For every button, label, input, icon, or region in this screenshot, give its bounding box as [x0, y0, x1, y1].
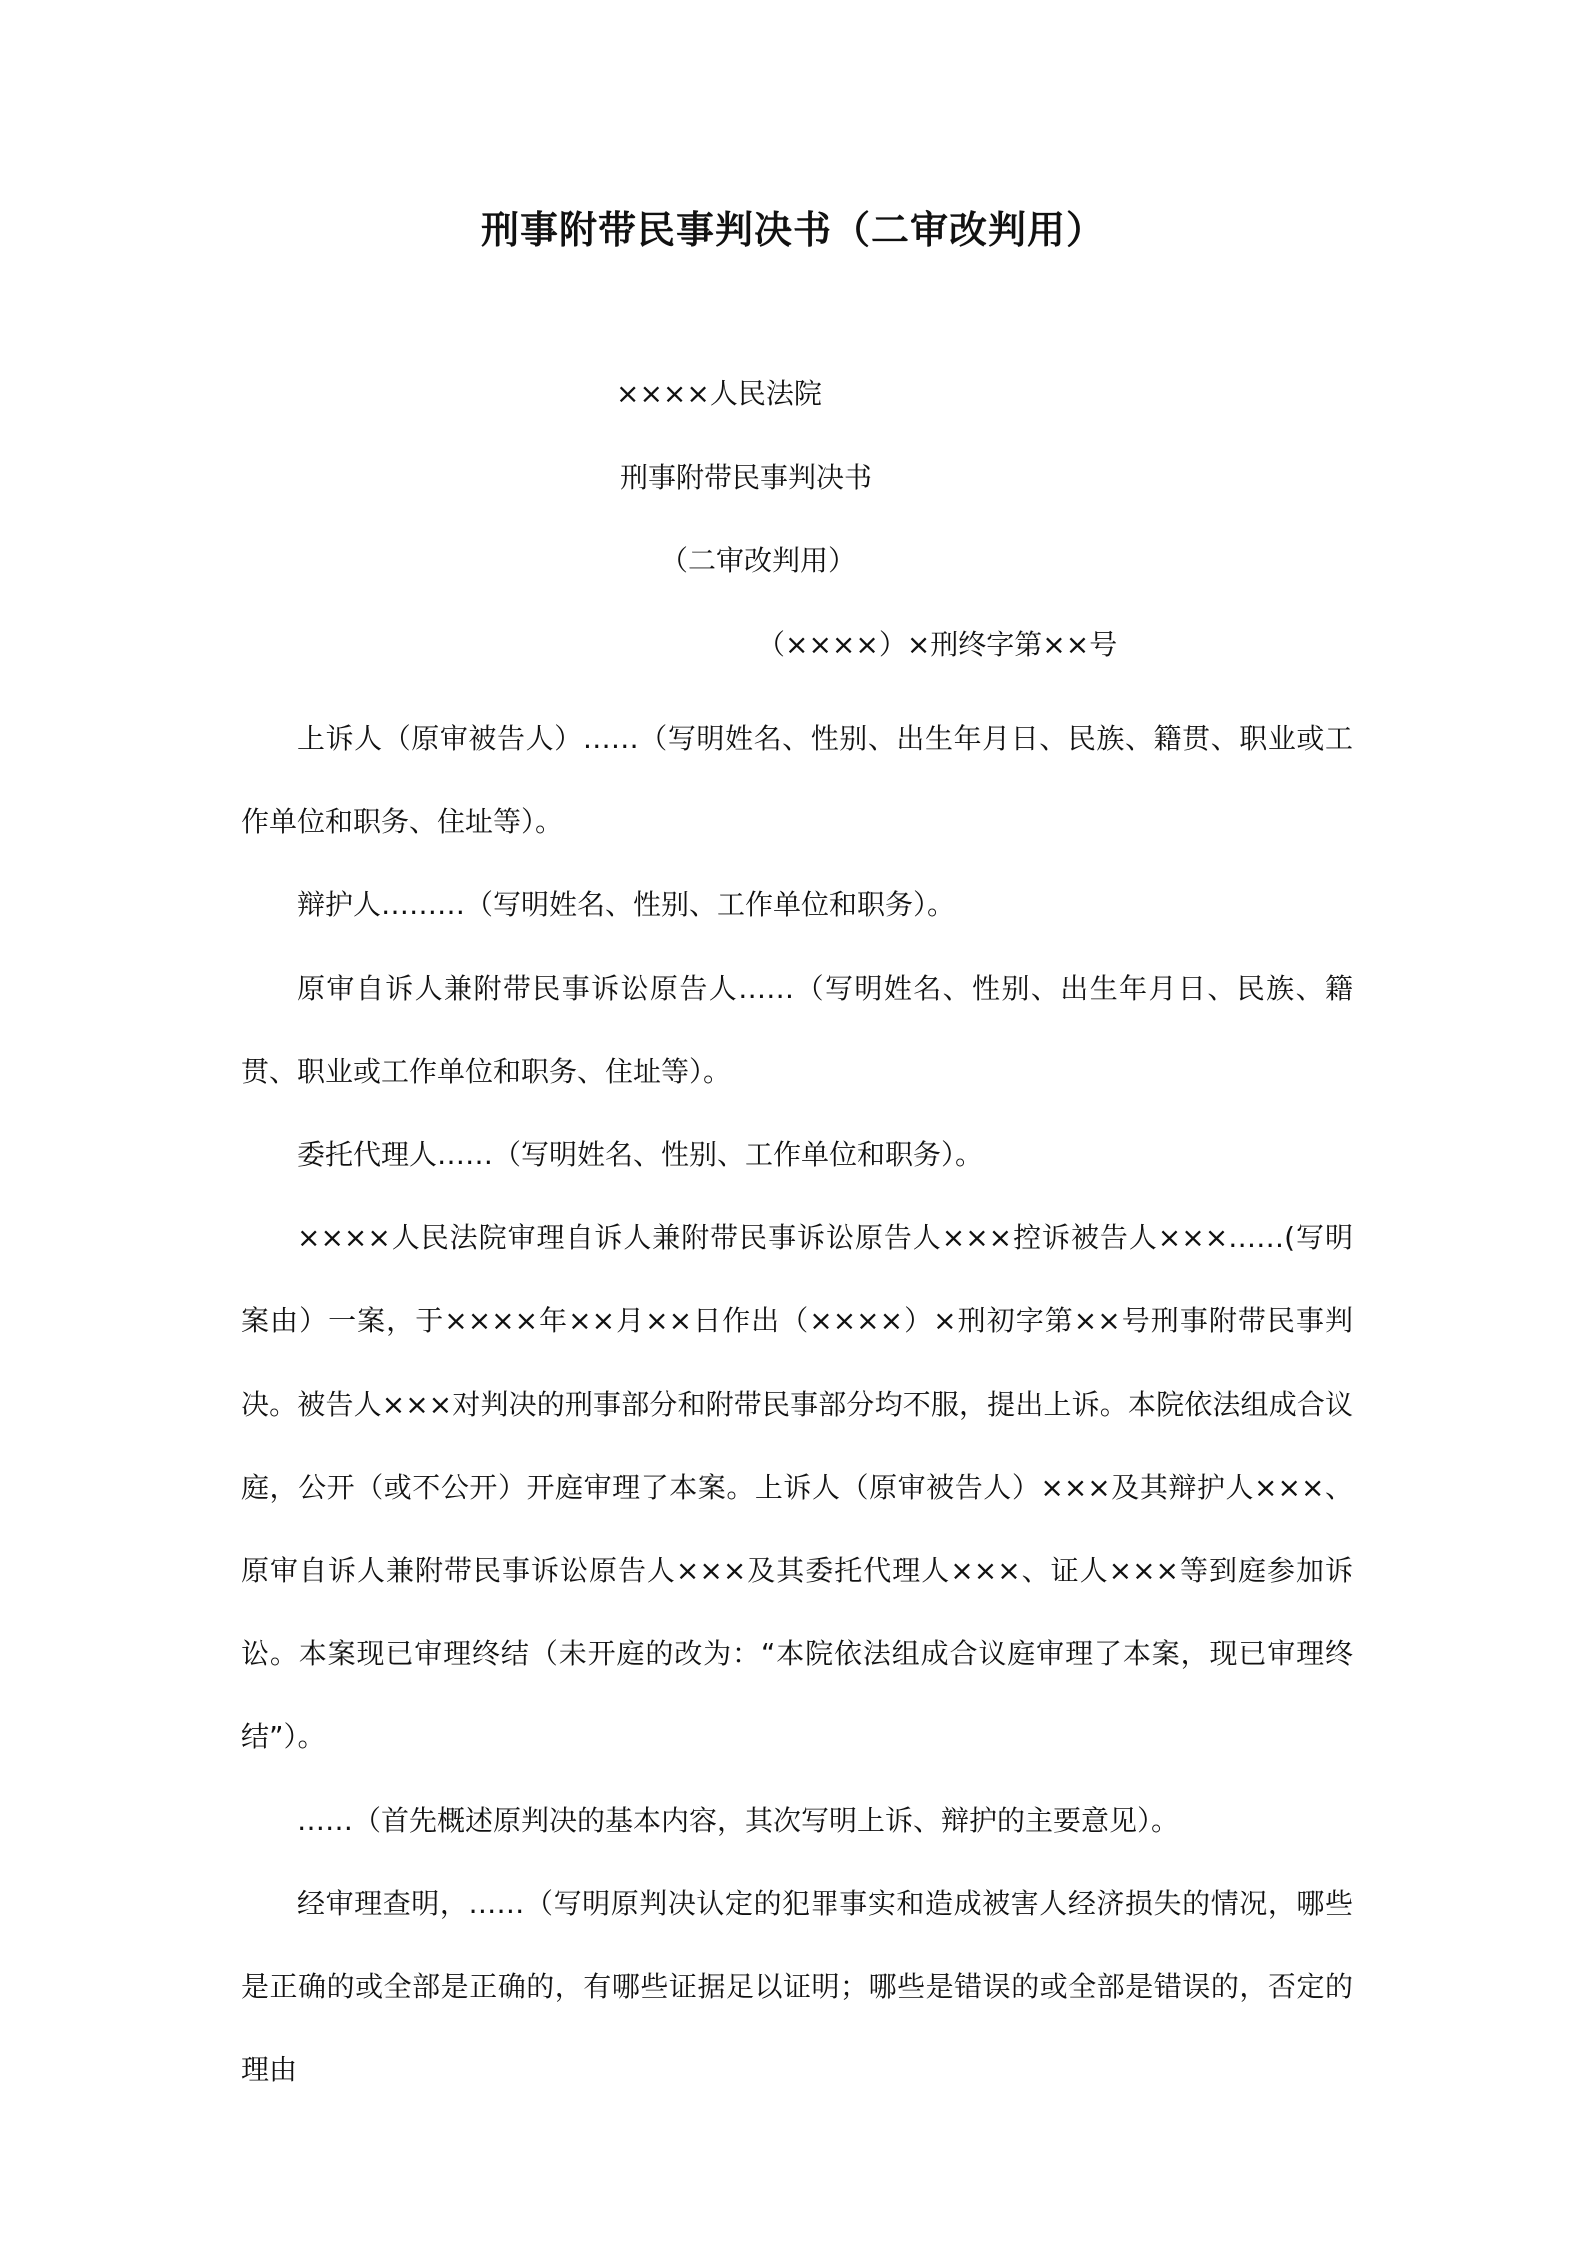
paragraph-defender: 辩护人………（写明姓名、性别、工作单位和职务）。 — [297, 888, 956, 922]
document-kind: （二审改判用） — [660, 544, 857, 577]
document-title: 刑事附带民事判决书（二审改判用） — [480, 208, 1105, 252]
court-name: ××××人民法院 — [616, 377, 822, 410]
paragraph-agent: 委托代理人……（写明姓名、性别、工作单位和职务）。 — [297, 1138, 984, 1172]
document-body — [241, 697, 1353, 2111]
paragraph-summary: ……（首先概述原判决的基本内容，其次写明上诉、辩护的主要意见）。 — [297, 1803, 1180, 1837]
case-number: （××××）×刑终字第××号 — [757, 628, 1118, 661]
paragraph-appellant: 上诉人（原审被告人）……（写明姓名、性别、出生年月日、民族、籍贯、职业或工作单位和职务、住址等）。 — [241, 722, 1353, 839]
paragraph-case-history: ××××人民法院审理自诉人兼附带民事诉讼原告人×××控诉被告人×××……(写明案由）一案，于××××年××月××日作出（××××）×刑初字第××号刑事附带民事判决。被告人×××对判决的刑事部分和附带民事部分均不服，提出上诉。本院依法组成合议庭，公开（或不公开）开庭审理了本案。上诉人（原审被告人）×××及其辩护人×××、原审自诉人兼附带民事诉讼原告人×××及其委托代理人×××、证人×××等到庭参加诉讼。本案现已审理终结（未开庭的改为：“本院依法组成合议庭审理了本案，现已审理终结”）。 — [241, 1221, 1353, 1754]
paragraph-private-prosecutor: 原审自诉人兼附带民事诉讼原告人……（写明姓名、性别、出生年月日、民族、籍贯、职业或工作单位和职务、住址等）。 — [241, 971, 1353, 1088]
document-name: 刑事附带民事判决书 — [620, 461, 873, 494]
paragraph-findings: 经审理查明，……（写明原判决认定的犯罪事实和造成被害人经济损失的情况，哪些是正确的或全部是正确的，有哪些证据足以证明；哪些是错误的或全部是错误的，否定的理由 — [241, 1886, 1353, 2087]
